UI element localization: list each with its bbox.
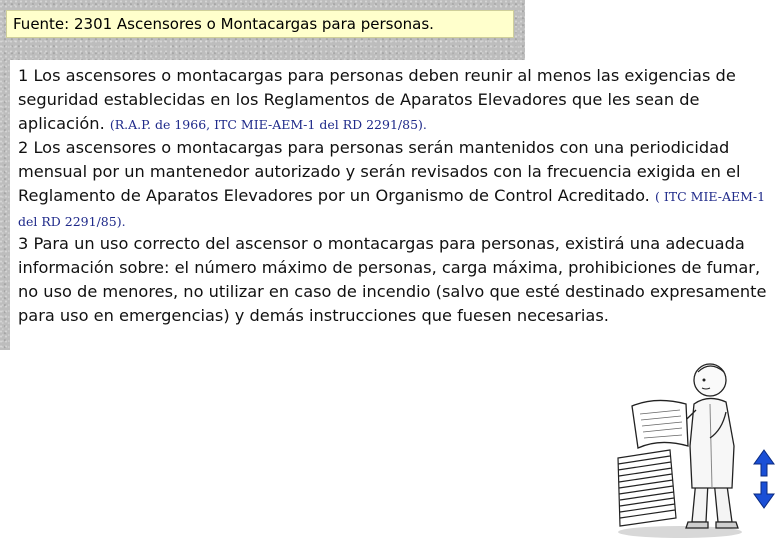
paragraph-2 (18, 136, 778, 234)
paragraph-3 (18, 232, 778, 328)
paragraph-3-text: 3 Para un uso correcto del ascensor o montacargas para personas, existirá una adecuada información sobre: el número máximo de personas, carga máxima, prohibiciones de fumar, no uso de menores, no utilizar en caso de incendio (salvo que esté destinado expresamente para uso en emergencias) y demás instrucciones que fuesen necesarias. (18, 234, 767, 325)
paragraph-1 (18, 64, 778, 137)
scroll-up-down-icon[interactable] (752, 448, 776, 510)
paragraph-2-reference: ( ITC MIE-AEM-1 del RD 2291/85). (18, 189, 766, 229)
paper-stack-icon (618, 450, 676, 526)
paragraph-1-reference: (R.A.P. de 1966, ITC MIE-AEM-1 del RD 2291/85). (109, 117, 427, 132)
source-title: Fuente: 2301 Ascensores o Montacargas para personas. (6, 10, 514, 38)
person-reading-document-icon (610, 350, 780, 540)
paragraph-1-text: 1 Los ascensores o montacargas para personas deben reunir al menos las exigencias de seguridad establecidas en los Reglamentos de Aparatos Elevadores que les sean de aplicación. (18, 66, 736, 133)
content-panel (10, 60, 780, 360)
paragraph-2-text: 2 Los ascensores o montacargas para personas serán mantenidos con una periodicidad mensual por un mantenedor autorizado y serán revisados con la frecuencia exigida en el Reglamento de Aparatos Elevadores por un Organismo de Control Acreditado. (18, 138, 741, 205)
